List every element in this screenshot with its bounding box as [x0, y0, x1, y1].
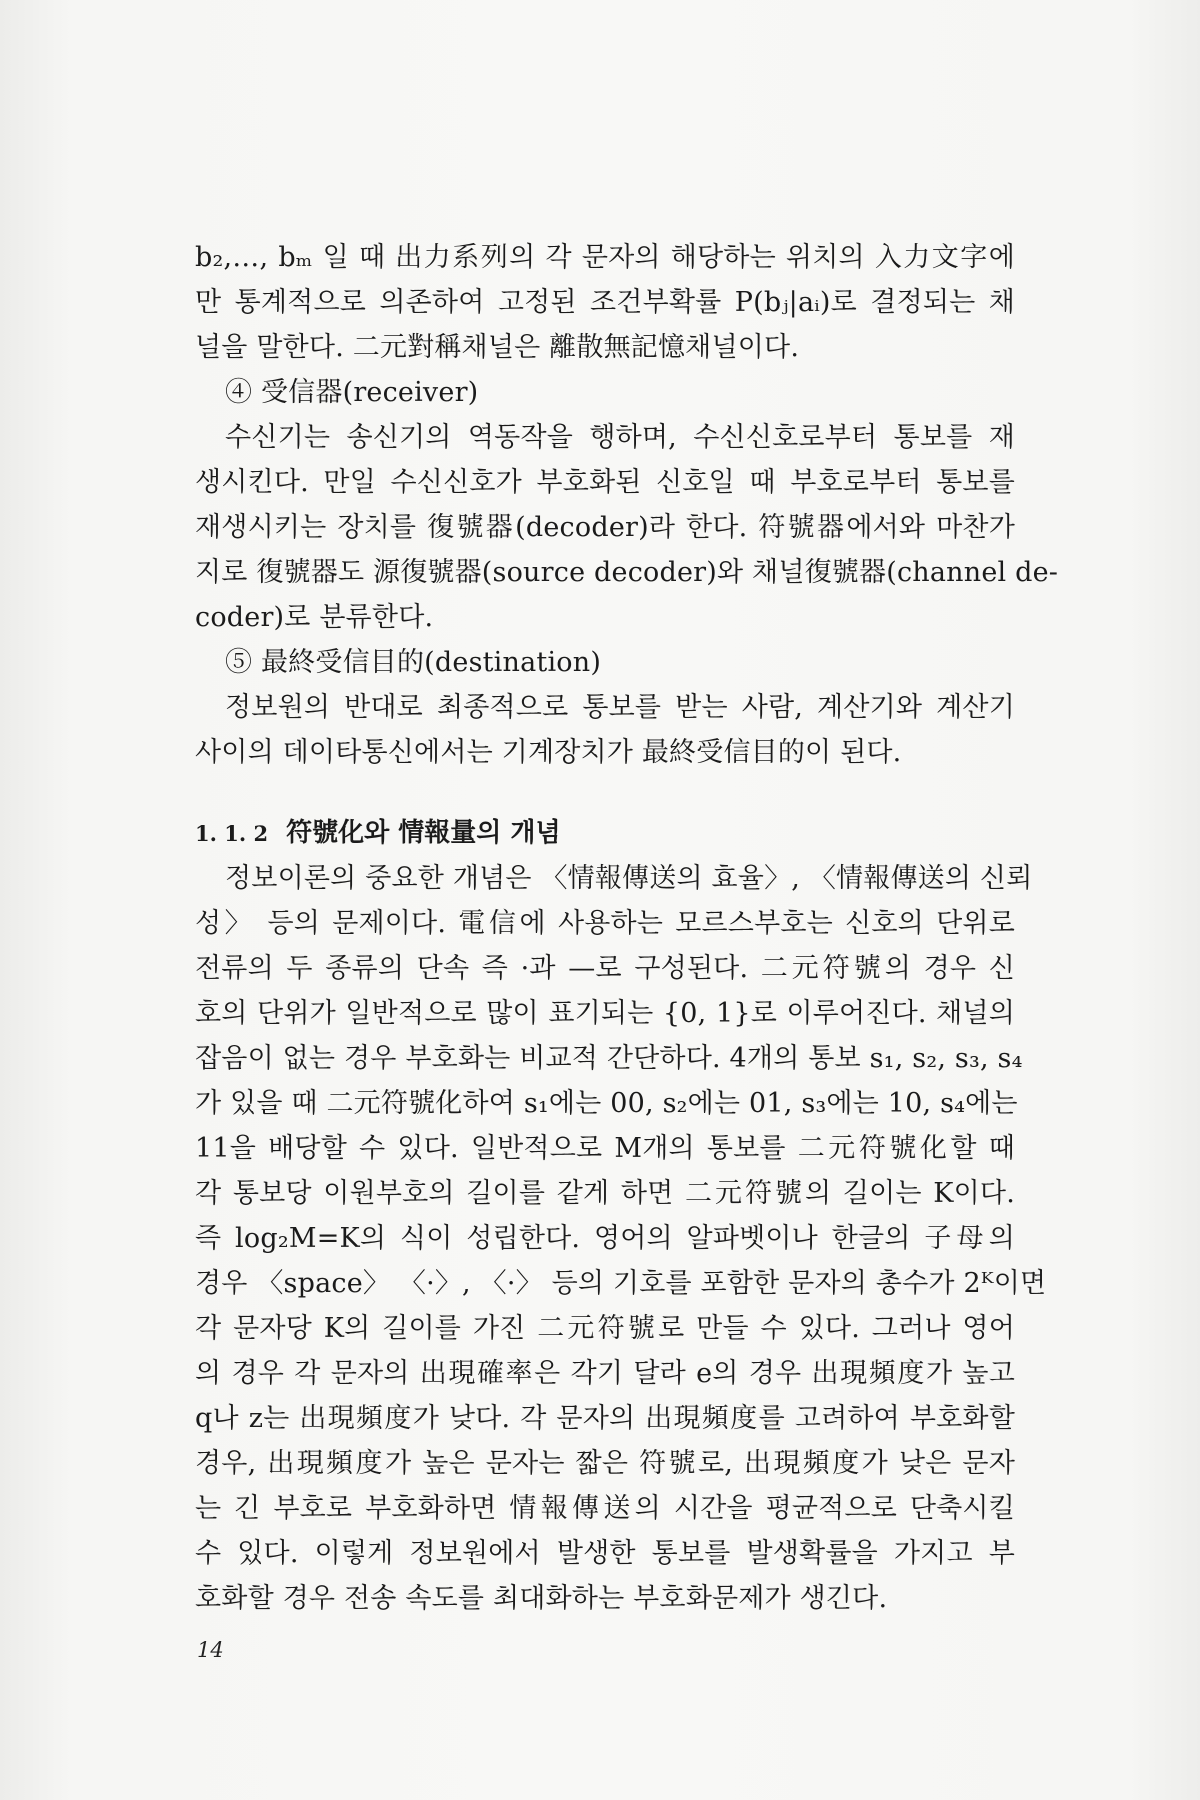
text-line: 만 통계적으로 의존하여 고정된 조건부확률 P(bⱼ|aᵢ)로 결정되는 채: [195, 287, 1015, 318]
text-line: 수 있다. 이렇게 정보원에서 발생한 통보를 발생확률을 가지고 부: [195, 1538, 1015, 1569]
page-number: 14: [197, 1638, 224, 1662]
paragraph-3: [195, 685, 1015, 775]
section-number: 1. 1. 2: [195, 821, 269, 846]
text-line: 전류의 두 종류의 단속 즉 ·과 —로 구성된다. 二元符號의 경우 신: [195, 953, 1015, 984]
text-line: q나 z는 出現頻度가 낮다. 각 문자의 出現頻度를 고려하여 부호화할: [195, 1403, 1015, 1434]
text-line: 재생시키는 장치를 復號器(decoder)라 한다. 符號器에서와 마찬가: [195, 512, 1015, 543]
text-line: coder)로 분류한다.: [195, 602, 434, 633]
paragraph-2: [195, 415, 1059, 640]
text-line: 잡음이 없는 경우 부호화는 비교적 간단하다. 4개의 통보 s₁, s₂, s₃, s₄: [195, 1043, 1023, 1074]
text-line: 사이의 데이타통신에서는 기계장치가 最終受信目的이 된다.: [195, 737, 902, 768]
text-line: 수신기는 송신기의 역동작을 행하며, 수신신호로부터 통보를 재: [225, 422, 1015, 453]
text-line: 경우, 出現頻度가 높은 문자는 짧은 符號로, 出現頻度가 낮은 문자: [195, 1448, 1015, 1479]
text-line: 널을 말한다. 二元對稱채널은 離散無記憶채널이다.: [195, 332, 800, 363]
text-line: 성〉 등의 문제이다. 電信에 사용하는 모르스부호는 신호의 단위로: [195, 908, 1015, 939]
text-line: 정보이론의 중요한 개념은 〈情報傳送의 효율〉, 〈情報傳送의 신뢰: [225, 863, 1033, 894]
text-line: 경우 〈space〉 〈·〉, 〈·〉 등의 기호를 포함한 문자의 총수가 2ᴷ이면: [195, 1268, 1047, 1299]
text-line: 정보원의 반대로 최종적으로 통보를 받는 사람, 계산기와 계산기: [225, 692, 1015, 723]
text-line: 생시킨다. 만일 수신신호가 부호화된 신호일 때 부호로부터 통보를: [195, 467, 1015, 498]
item-4-heading: ④ 受信器(receiver): [225, 377, 479, 408]
text-line: 각 문자당 K의 길이를 가진 二元符號로 만들 수 있다. 그러나 영어: [195, 1313, 1015, 1344]
section-title: 符號化와 情報量의 개념: [286, 818, 561, 848]
page-content: [195, 235, 1059, 1621]
text-line: 의 경우 각 문자의 出現確率은 각기 달라 e의 경우 出現頻度가 높고: [195, 1358, 1015, 1389]
paragraph-4: [195, 856, 1047, 1621]
text-line: 호의 단위가 일반적으로 많이 표기되는 {0, 1}로 이루어진다. 채널의: [195, 998, 1015, 1029]
text-line: 각 통보당 이원부호의 길이를 같게 하면 二元符號의 길이는 K이다.: [195, 1178, 1015, 1209]
text-line: 지로 復號器도 源復號器(source decoder)와 채널復號器(channel de-: [195, 557, 1059, 588]
section-heading: [195, 811, 1015, 856]
text-line: 가 있을 때 二元符號化하여 s₁에는 00, s₂에는 01, s₃에는 10, s₄에는: [195, 1088, 1018, 1119]
text-line: 는 긴 부호로 부호화하면 情報傳送의 시간을 평균적으로 단축시킬: [195, 1493, 1015, 1524]
text-line: 호화할 경우 전송 속도를 최대화하는 부호화문제가 생긴다.: [195, 1583, 888, 1614]
text-line: b₂,…, bₘ 일 때 出力系列의 각 문자의 해당하는 위치의 入力文字에: [195, 242, 1015, 273]
text-line: 즉 log₂M=K의 식이 성립한다. 영어의 알파벳이나 한글의 子母의: [195, 1223, 1015, 1254]
item-5-heading: ⑤ 最終受信目的(destination): [225, 647, 602, 678]
paragraph-1: [195, 235, 1015, 370]
text-line: 11을 배당할 수 있다. 일반적으로 M개의 통보를 二元符號化할 때: [195, 1133, 1015, 1164]
